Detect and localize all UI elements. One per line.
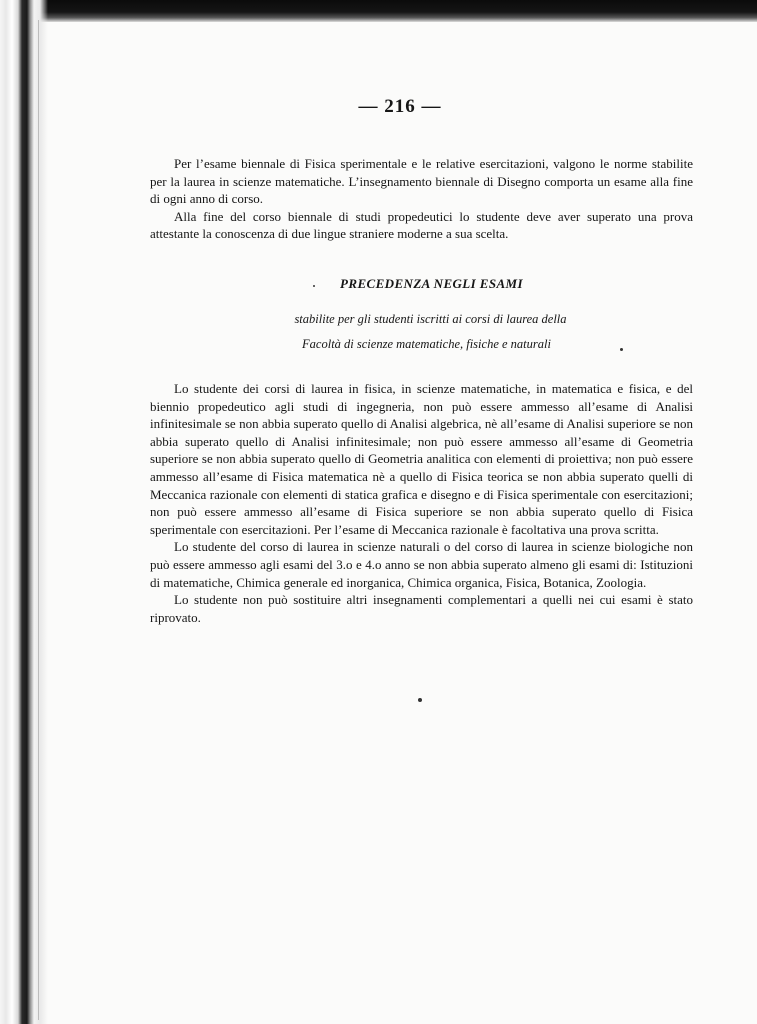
intro-text <box>150 155 693 243</box>
body-paragraph: Lo studente non può sostituire altri insegnamenti complementari a quelli nei cui esami è stato riprovato. <box>150 592 693 625</box>
intro-paragraph: Alla fine del corso biennale di studi propedeutici lo studente deve aver superato una prova attestante la conoscenza di due lingue straniere moderne a sua scelta. <box>150 208 693 242</box>
section-subtitle: Facoltà di scienze matematiche, fisiche e naturali <box>302 337 551 351</box>
scan-top-edge <box>0 0 757 22</box>
section-title: PRECEDENZA NEGLI ESAMI <box>340 276 523 291</box>
section-body <box>150 380 693 626</box>
scan-speck <box>620 348 623 351</box>
book-binding-edge <box>0 0 48 1024</box>
body-paragraph: Lo studente dei corsi di laurea in fisica, in scienze matematiche, in matematica e fisica, e del biennio propedeutico agli studi di ingegneria, non può essere ammesso all’esame di Analisi infinitesimale se non abbia superato quello di Analisi algebrica, nè all’esame di Analisi superiore se non abbia superato quello di Analisi infinitesimale; non può essere ammesso all’esame di Geometria superiore se non abbia superato quello di Geometria analitica con elementi di proiettiva; non può essere ammesso all’esame di Fisica matematica nè a quello di Fisica teorica se non abbia superato quelli di Meccanica razionale con elementi di statica grafica e disegno e di Fisica sperimentale con esercitazioni; non può essere ammesso all’esame di Fisica superiore se non abbia superato quello di Fisica sperimentale con esercitazioni. Per l’esame di Meccanica razionale è facoltativa una prova scritta. <box>150 381 693 537</box>
scan-speck <box>313 285 315 287</box>
binding-fold-line <box>38 20 39 1020</box>
intro-paragraph: Per l’esame biennale di Fisica sperimentale e le relative esercitazioni, valgono le norme stabilite per la laurea in scienze matematiche. L’insegnamento biennale di Disegno comporta un esame alla fine di ogni anno di corso. <box>150 156 693 207</box>
body-paragraph: Lo studente del corso di laurea in scienze naturali o del corso di laurea in scienze biologiche non può essere ammesso agli esami del 3.o e 4.o anno se non abbia superato almeno gli esami di: Istituzioni di matematiche, Chimica generale ed inorganica, Chimica organica, Fisica, Botanica, Zoologia. <box>150 539 693 590</box>
page-number: — 216 — <box>358 96 442 117</box>
scan-speck <box>418 698 422 702</box>
section-subtitle: stabilite per gli studenti iscritti ai corsi di laurea della <box>294 312 567 326</box>
